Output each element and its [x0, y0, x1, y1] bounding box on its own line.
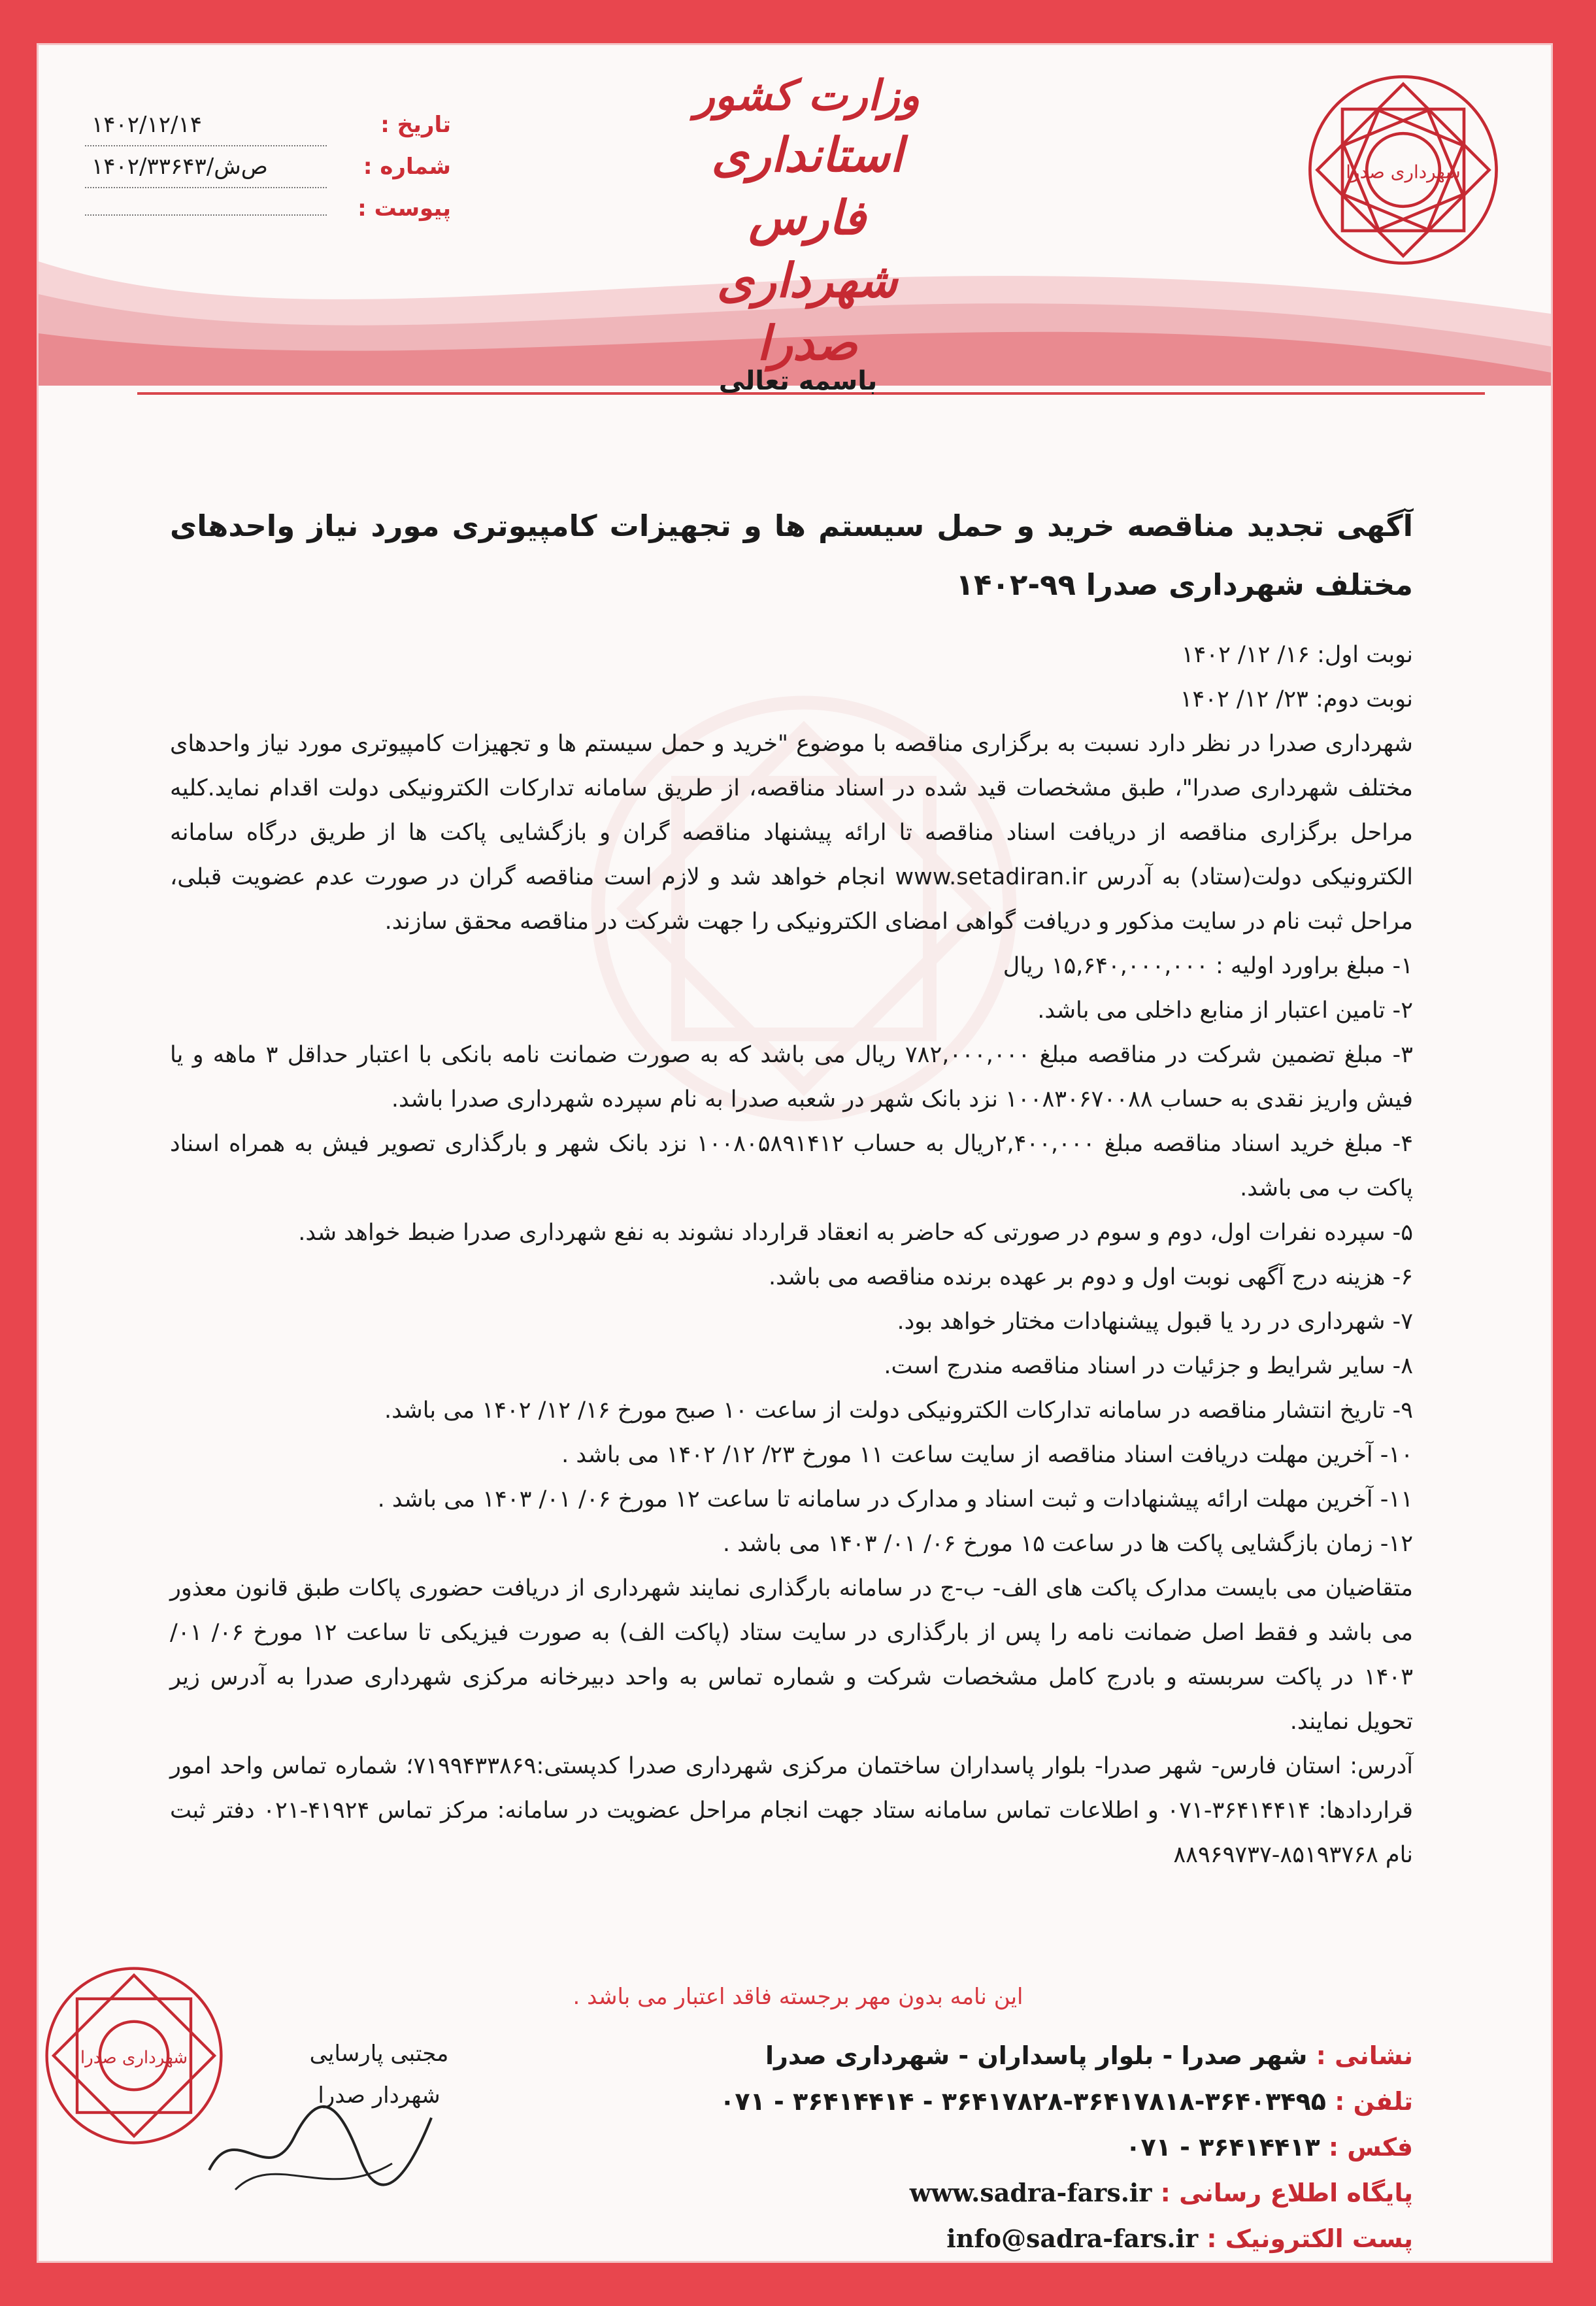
ministry-line-3: شهرداری صدرا [716, 252, 898, 371]
attachment-row [85, 188, 451, 229]
footer-fax: فکس : ۳۶۴۱۴۴۱۳ - ۰۷۱ [1125, 2133, 1413, 2162]
number-label: شماره : [363, 154, 451, 180]
list-item: ۲- تامین اعتبار از منابع داخلی می باشد. [1037, 997, 1413, 1024]
footer-contact [465, 2033, 1413, 2262]
signer-name: مجتبی پارسایی [309, 2041, 449, 2067]
closing-paragraph: متقاضیان می بایست مدارک پاکت های الف- ب-ج در سامانه بارگذاری نمایند شهرداری از دریافت حضوری پاکات طبق قانون معذور می باشد و فقط اصل ضمانت نامه را پس از بارگذاری در سایت ستاد (پاکت الف) به صورت فیزیکی تا ساعت ۱۲ مورخ ۰۶/ ۰۱/ ۱۴۰۳ در پاکت سربسته و بادرج کامل مشخصات شرکت و شماره تماس به واحد دبیرخانه مرکزی شهرداری صدرا به آدرس زیر تحویل نمایند. [170, 1575, 1414, 1735]
municipality-seal-bottom-icon [39, 1961, 229, 2150]
list-item: ۷- شهرداری در رد یا قبول پیشنهادات مختار خواهد بود. [897, 1309, 1413, 1335]
list-item: ۹- تاریخ انتشار مناقصه در سامانه تدارکات الکترونیکی دولت از ساعت ۱۰ صبح مورخ ۱۶/ ۱۲/ ۱۴۰۲ می باشد. [384, 1397, 1413, 1424]
date-value: ۱۴۰۲/۱۲/۱۴ [85, 105, 327, 146]
municipality-seal-icon [1302, 69, 1505, 271]
intro-paragraph: شهرداری صدرا در نظر دارد نسبت به برگزاری مناقصه با موضوع "خرید و حمل سیستم ها و تجهیزات کامپیوتری مورد نیاز واحدهای مختلف شهرداری صدرا"، طبق مشخصات قید شده در اسناد مناقصه، از طریق سامانه تدارکات الکترونیکی دولت اقدام نماید.کلیه مراحل برگزاری مناقصه از دریافت اسناد مناقصه تا ارائه پیشنهاد مناقصه گران و بازگشایی پاکت ها از طریق درگاه سامانه الکترونیکی دولت(ستاد) به آدرس www.setadiran.ir انجام خواهد شد و لازم است مناقصه گران در صورت عدم عضویت قبلی، مراحل ثبت نام در سایت مذکور و دریافت گواهی امضای الکترونیکی را جهت شرکت در مناقصه محقق سازند. [170, 731, 1413, 935]
second-round: نوبت دوم: ۲۳/ ۱۲/ ۱۴۰۲ [1180, 686, 1413, 712]
list-item: ۱- مبلغ براورد اولیه : ۱۵,۶۴۰,۰۰۰,۰۰۰ ریال [1003, 953, 1413, 979]
number-row [85, 146, 451, 188]
list-item: ۱۰- آخرین مهلت دریافت اسناد مناقصه از سایت ساعت ۱۱ مورخ ۲۳/ ۱۲/ ۱۴۰۲ می باشد . [561, 1442, 1413, 1468]
svg-text:شهرداری صدرا: شهرداری صدرا [1346, 161, 1461, 183]
attachment-value [85, 214, 327, 216]
footer-email: پست الکترونیک : info@sadra-fars.ir [946, 2224, 1413, 2253]
handwritten-signature [196, 2079, 444, 2209]
list-item: ۱۱- آخرین مهلت ارائه پیشنهادات و ثبت اسناد و مدارک در سامانه تا ساعت ۱۲ مورخ ۰۶/ ۰۱/ ۱۴۰۳ می باشد . [377, 1486, 1413, 1512]
footer-website: پایگاه اطلاع رسانی : www.sadra-fars.ir [909, 2178, 1413, 2207]
list-item: ۱۲- زمان بازگشایی پاکت ها در ساعت ۱۵ مورخ ۰۶/ ۰۱/ ۱۴۰۳ می باشد . [722, 1531, 1413, 1557]
page-title: آگهی تجدید مناقصه خرید و حمل سیستم ها و تجهیزات کامپیوتری مورد نیاز واحدهای مختلف شهرداری صدرا ۹۹-۱۴۰۲ [170, 509, 1413, 602]
validity-note: این نامه بدون مهر برجسته فاقد اعتبار می باشد . [573, 1984, 1023, 2010]
basmala: باسمه تعالی [718, 366, 878, 396]
letter-body [170, 497, 1413, 1877]
list-item: ۶- هزینه درج آگهی نوبت اول و دوم بر عهده برنده مناقصه می باشد. [769, 1264, 1413, 1290]
attachment-label: پیوست : [357, 195, 451, 222]
list-item: ۴- مبلغ خرید اسناد مناقصه مبلغ ۲,۴۰۰,۰۰۰ریال به حساب ۱۰۰۸۰۵۸۹۱۴۱۲ نزد بانک شهر و بارگذاری تصویر فیش به همراه اسناد پاکت ب می باشد. [170, 1131, 1413, 1201]
date-row [85, 105, 451, 146]
footer-phone: تلفن : ۳۶۴۰۳۴۹۵-۳۶۴۱۷۸۱۸-۳۶۴۱۷۸۲۸ - ۳۶۴۱۴۴۱۴ - ۰۷۱ [720, 2087, 1413, 2116]
svg-text:شهرداری صدرا: شهرداری صدرا [80, 2048, 188, 2068]
signer-position: شهردار صدرا [318, 2082, 441, 2109]
ministry-line-1: وزارت کشور [694, 71, 920, 120]
address-paragraph: آدرس: استان فارس- شهر صدرا- بلوار پاسداران ساختمان مرکزی شهرداری صدرا کدپستی:۷۱۹۹۴۳۳۸۶۹؛ شماره تماس واحد امور قراردادها: ۳۶۴۱۴۴۱۴-۰۷۱ و اطلاعات تماس سامانه ستاد جهت انجام مراحل عضویت در سامانه: مرکز تماس ۴۱۹۲۴-۰۲۱ دفتر ثبت نام ۸۵۱۹۳۷۶۸-۸۸۹۶۹۷۳۷ [170, 1753, 1413, 1868]
date-label: تاریخ : [380, 112, 451, 138]
list-item: ۳- مبلغ تضمین شرکت در مناقصه مبلغ ۷۸۲,۰۰۰,۰۰۰ ریال می باشد که به صورت ضمانت نامه بانکی با اعتبار حداقل ۳ ماهه و یا فیش واریز نقدی به حساب ۱۰۰۸۳۰۶۷۰۰۸۸ نزد بانک شهر در شعبه صدرا به نام سپرده شهرداری صدرا باشد. [170, 1042, 1413, 1112]
list-item: ۸- سایر شرایط و جزئیات در اسناد مناقصه مندرج است. [884, 1353, 1413, 1379]
ministry-line-2: استانداری فارس [711, 127, 903, 245]
first-round: نوبت اول: ۱۶/ ۱۲/ ۱۴۰۲ [1181, 642, 1413, 668]
number-value: ۱۴۰۲/۳۳۶۴۳/ص‌ش [85, 146, 327, 188]
letter-meta [85, 105, 451, 229]
email-link[interactable]: info@sadra-fars.ir [946, 2224, 1199, 2253]
list-item: ۵- سپرده نفرات اول، دوم و سوم در صورتی که حاضر به انعقاد قرارداد نشوند به نفع شهرداری صدرا ضبط خواهد شد. [298, 1220, 1413, 1246]
website-link[interactable]: www.sadra-fars.ir [909, 2178, 1152, 2207]
ministry-heading [660, 69, 954, 375]
footer-address: نشانی : شهر صدرا - بلوار پاسداران - شهرداری صدرا [765, 2041, 1413, 2070]
